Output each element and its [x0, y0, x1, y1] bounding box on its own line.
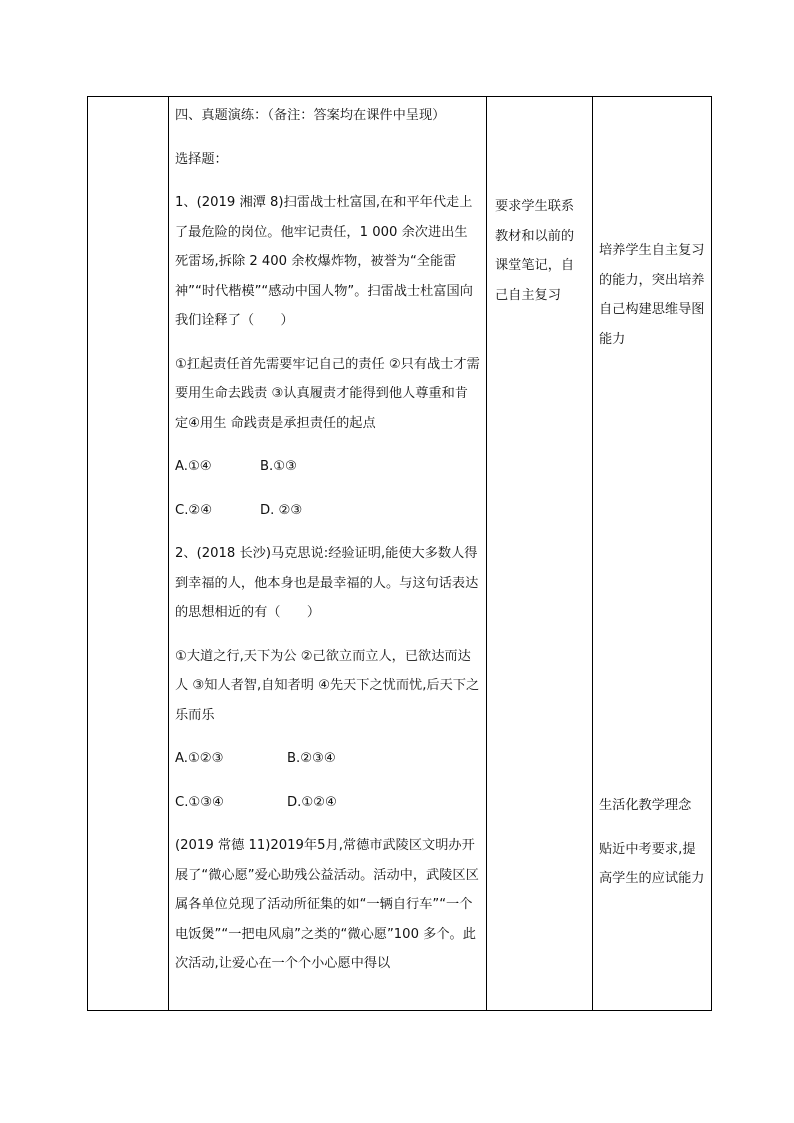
- question-1-options-row-1: [175, 452, 480, 482]
- question-2-options-row-1: [175, 744, 480, 774]
- lesson-plan-table: [87, 96, 712, 1011]
- student-activity-text: 要求学生联系教材和以前的课堂笔记，自己自主复习: [495, 199, 575, 303]
- student-activity-cell: [487, 97, 593, 1011]
- question-1-option-d: D. ②③: [260, 502, 303, 518]
- question-1-options-row-2: [175, 496, 480, 526]
- design-intent-purpose: 培养学生自主复习的能力，突出培养自己构建思维导图能力: [599, 243, 705, 347]
- question-2-options-row-2: [175, 788, 480, 818]
- question-1-statements: ①扛起责任首先需要牢记自己的责任 ②只有战士才需要用生命去践责 ③认真履责才能得到他人尊重和肯定④用生 命践责是承担责任的起点: [175, 356, 480, 431]
- question-1-stem: 1、(2019 湘潭 8)扫雷战士杜富国,在和平年代走上了最危险的岗位。他牢记责任，1 000 余次进出生死雷场,拆除 2 400 余枚爆炸物，被誉为“全能雷神”“时代楷模”“感动中国人物”。扫雷战士杜富国向我们诠释了（ ）: [175, 195, 473, 328]
- question-2-option-d: D.①②④: [287, 794, 337, 810]
- question-2-stem: 2、(2018 长沙)马克思说:经验证明,能使大多数人得到幸福的人，他本身也是最幸福的人。与这句话表达的思想相近的有（ ）: [175, 546, 479, 620]
- question-3-stem: (2019 常德 11)2019年5月,常德市武陵区文明办开展了“微心愿”爱心助残公益活动。活动中，武陵区区属各单位兑现了活动所征集的如“一辆自行车”“一个电饭煲”“一把电风扇”之类的“微心愿”100 多个。此次活动,让爱心在一个个小心愿中得以: [175, 838, 479, 971]
- section-title: 四、真题演练：（备注：答案均在课件中呈现）: [175, 108, 446, 123]
- question-2-statements: ①大道之行,天下为公 ②己欲立而立人，已欲达而达人 ③知人者智,自知者明 ④先天下之忧而忧,后天下之乐而乐: [175, 648, 480, 723]
- design-intent-life: 生活化教学理念: [599, 798, 692, 813]
- question-2-option-b: B.②③④: [287, 751, 336, 766]
- question-2-option-a: A.①②③: [175, 751, 224, 766]
- teaching-content-cell: [169, 97, 487, 1011]
- question-1-option-a: A.①④: [175, 459, 212, 474]
- question-1-option-b: B.①③: [260, 459, 297, 474]
- question-2-option-c: C.①③④: [175, 794, 224, 810]
- design-intent-exam: 贴近中考要求,提高学生的应试能力: [599, 841, 705, 886]
- question-type: 选择题：: [175, 151, 228, 167]
- table-row: [88, 97, 712, 1011]
- blank-column-cell: [88, 97, 169, 1011]
- question-1-option-c: C.②④: [175, 502, 213, 518]
- design-intent-cell: [593, 97, 712, 1011]
